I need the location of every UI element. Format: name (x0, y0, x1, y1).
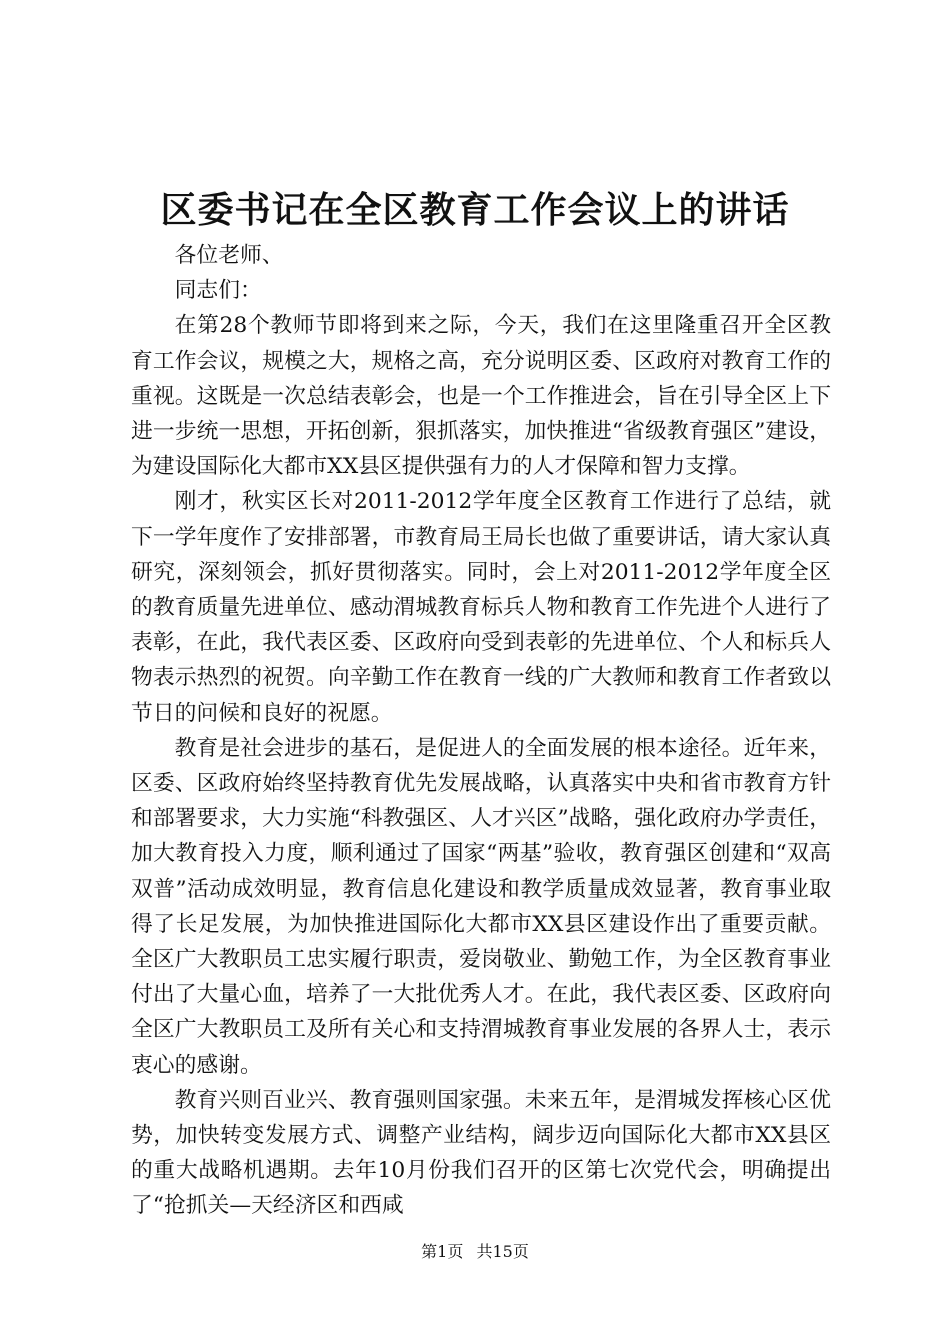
document-title: 区委书记在全区教育工作会议上的讲话 (160, 189, 790, 231)
salutation-line-1: 各位老师、 (174, 243, 284, 268)
document-body (131, 238, 831, 1224)
body-paragraph-2: 刚才，秋实区长对2011-2012学年度全区教育工作进行了总结，就下一学年度作了安排部署，市教育局王局长也做了重要讲话，请大家认真研究，深刻领会，抓好贯彻落实。同时，会上对2011-2012学年度全区的教育质量先进单位、感动渭城教育标兵人物和教育工作先进个人进行了表彰，在此，我代表区委、区政府向受到表彰的先进单位、个人和标兵人物表示热烈的祝贺。向辛勤工作在教育一线的广大教师和教育工作者致以节日的问候和良好的祝愿。 (131, 489, 831, 726)
salutation-line-2: 同志们： (174, 278, 262, 304)
page-footer (0, 1240, 950, 1264)
page-number: 第1页 (421, 1242, 464, 1261)
page-total: 共15页 (476, 1242, 529, 1261)
body-paragraph-4: 教育兴则百业兴、教育强则国家强。未来五年，是渭城发挥核心区优势，加快转变发展方式、调整产业结构，阔步迈向国际化大都市XX县区的重大战略机遇期。去年10月份我们召开的区第七次党代会，明确提出了“抢抓关—天经济区和西咸 (131, 1087, 831, 1219)
body-paragraph-1: 在第28个教师节即将到来之际，今天，我们在这里隆重召开全区教育工作会议，规模之大，规格之高，充分说明区委、区政府对教育工作的重视。这既是一次总结表彰会，也是一个工作推进会，旨在引导全区上下进一步统一思想，开拓创新，狠抓落实，加快推进“省级教育强区”建设，为建设国际化大都市XX县区提供强有力的人才保障和智力支撑。 (131, 313, 831, 480)
body-paragraph-3: 教育是社会进步的基石，是促进人的全面发展的根本途径。近年来，区委、区政府始终坚持教育优先发展战略，认真落实中央和省市教育方针和部署要求，大力实施“科教强区、人才兴区”战略，强化政府办学责任，加大教育投入力度，顺利通过了国家“两基”验收，教育强区创建和“双高双普”活动成效明显，教育信息化建设和教学质量成效显著，教育事业取得了长足发展，为加快推进国际化大都市XX县区建设作出了重要贡献。全区广大教职员工忠实履行职责，爱岗敬业、勤勉工作，为全区教育事业付出了大量心血，培养了一大批优秀人才。在此，我代表区委、区政府向全区广大教职员工及所有关心和支持渭城教育事业发展的各界人士，表示衷心的感谢。 (131, 735, 831, 1078)
